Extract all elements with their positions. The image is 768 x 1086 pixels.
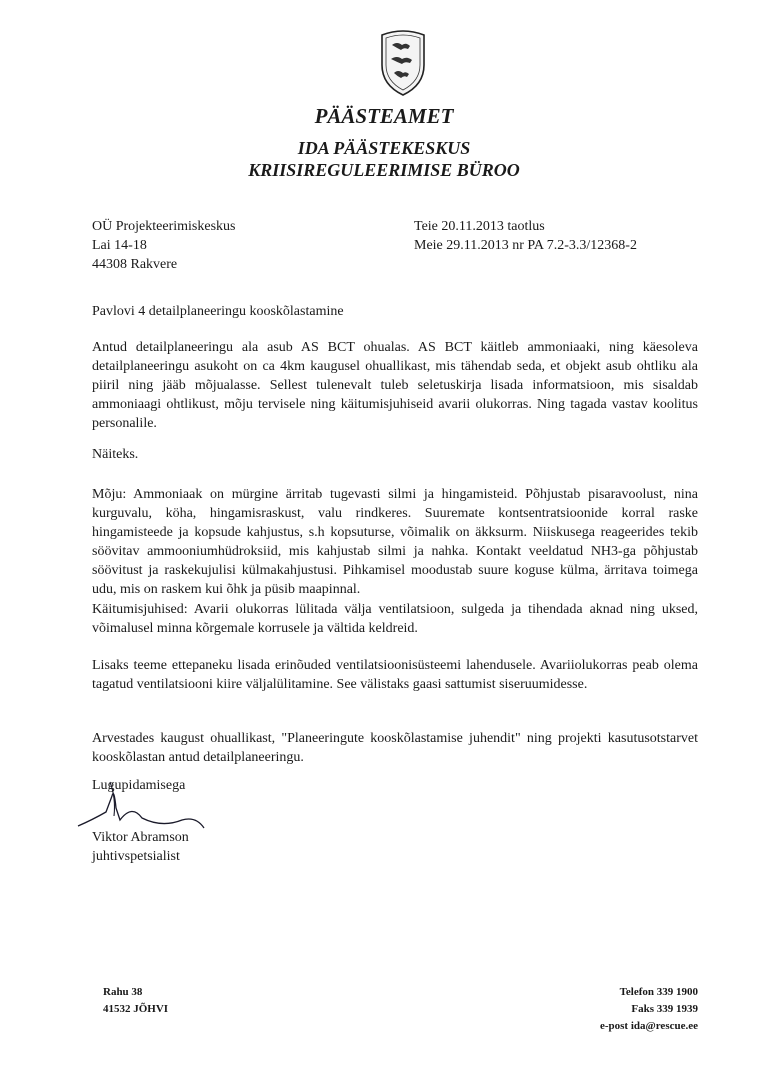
center-name: IDA PÄÄSTEKESKUS xyxy=(297,138,471,158)
body-paragraph: Antud detailplaneeringu ala asub AS BCT ohualas. AS BCT käitleb ammoniaaki, ning käesoleva detailplaneeringu asukoht on ca 4km kaugusel ohuallikast, mis tähendab seda, et objekt asub ohtliku ala piiril ning jääb mõjualasse. Sellest tulenevalt tuleb seletuskirja lisada informatsioon, mis sisaldab ammoniaagi ohtlikust, mõju tervisele ning käitumisjuhiseid avarii olukorras. Ning tagada vastav koolitus personalile. xyxy=(92,340,698,431)
bureau-name: KRIISIREGULEERIMISE BÜROO xyxy=(248,160,520,180)
reference-line: Teie 20.11.2013 taotlus xyxy=(414,219,545,234)
body-paragraph: Arvestades kaugust ohuallikast, "Planeeringute kooskõlastamise juhendit" ning projekti kasutusotstarvet kooskõlastan antud detailplaneeringu. xyxy=(92,731,698,765)
body-paragraph: Käitumisjuhised: Avarii olukorras lülitada välja ventilatsioon, sulgeda ja tihendada aknad ning uksed, võimalusel minna kõrgemale korrusele ja vältida keldreid. xyxy=(92,602,698,636)
signer-block xyxy=(92,828,189,866)
closing-salutation: Lugupidamisega xyxy=(92,778,186,793)
org-name: PÄÄSTEAMET xyxy=(314,104,454,128)
footer-phone: Telefon 339 1900 xyxy=(619,986,698,998)
body-paragraph: Mõju: Ammoniaak on mürgine ärritab tugevasti silmi ja hingamisteid. Põhjustab pisaravoolust, nina kurguvalu, köha, hingamisraskust, valu rindkeres. Suuremate kontsentratsioonide korral raske hingamisteede ja kopsude kahjustus, s.h kopsuturse, võimalik on äkksurm. Niiskusega reageerides tekib söövitav ammooniumhüdroksiid, mis kahjustab silmi ja nahka. Kontakt veeldatud NH3-ga põhjustab söövitust ja raskekujulisi külmakahjustusi. Pihkamisel moodustab suure koguse külma, ärritava toimega udu, mis on raskem kui õhk ja püsib maapinnal. xyxy=(92,487,698,597)
reference-line: Meie 29.11.2013 nr PA 7.2-3.3/12368-2 xyxy=(414,238,637,253)
footer-contacts xyxy=(600,984,698,1035)
recipient-line: OÜ Projekteerimiskeskus xyxy=(92,219,236,234)
body-paragraph: Lisaks teeme ettepaneku lisada erinõuded ventilatsioonisüsteemi lahendusele. Avariiolukorras peab olema tagatud ventilatsiooni kiire väljalülitamine. See välistaks gaasi sattumist siseruumidesse. xyxy=(92,658,698,692)
signer-name: Viktor Abramson xyxy=(92,830,189,845)
recipient-address xyxy=(92,217,235,274)
footer-fax: Faks 339 1939 xyxy=(631,1003,698,1015)
footer-email: e-post ida@rescue.ee xyxy=(599,1020,698,1032)
coat-of-arms-three-lions-icon xyxy=(378,27,428,97)
recipient-line: Lai 14-18 xyxy=(92,238,147,253)
footer-line: Rahu 38 xyxy=(103,986,143,998)
letter-reference xyxy=(414,217,637,255)
body-paragraph: Näiteks. xyxy=(92,447,139,462)
footer-line: 41532 JÕHVI xyxy=(103,1003,169,1015)
footer-address xyxy=(103,984,168,1018)
letter-subject: Pavlovi 4 detailplaneeringu kooskõlastamine xyxy=(92,304,344,319)
signer-title: juhtivspetsialist xyxy=(92,849,180,864)
recipient-line: 44308 Rakvere xyxy=(92,257,178,272)
